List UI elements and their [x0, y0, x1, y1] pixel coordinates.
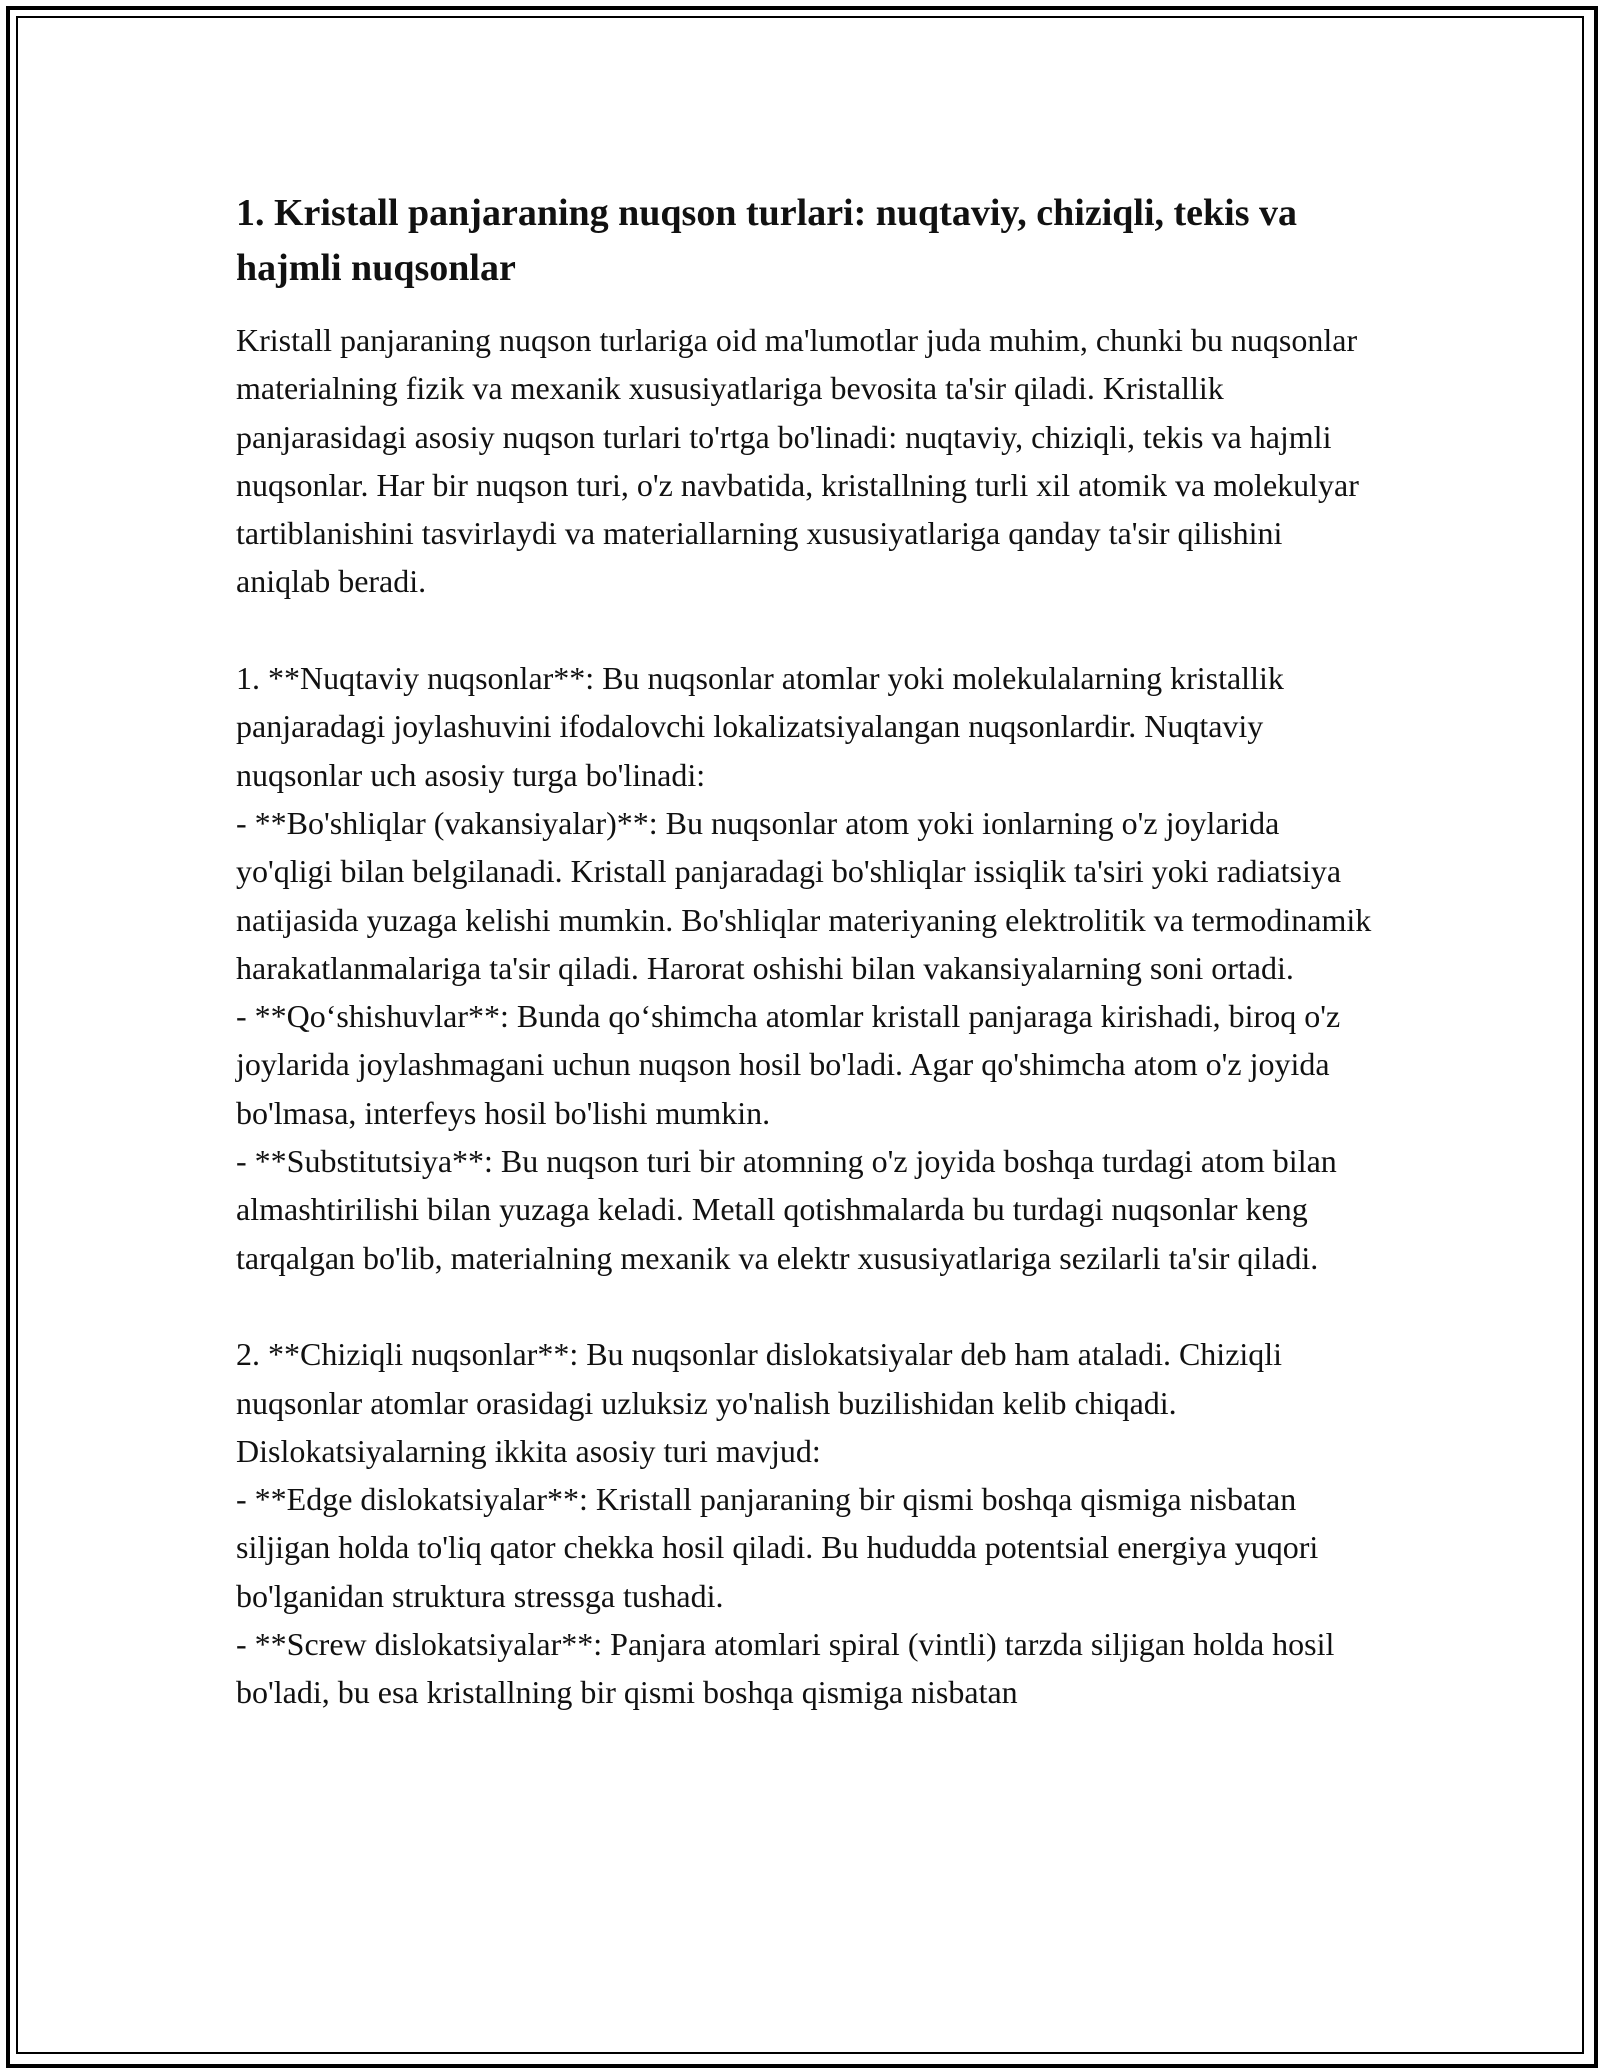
paragraph-spacer — [236, 606, 1376, 654]
point-defects-section: 1. **Nuqtaviy nuqsonlar**: Bu nuqsonlar atomlar yoki molekulalarning kristallik panjaradagi joylashuvini ifodalovchi lokalizatsiyalangan nuqsonlardir. Nuqtaviy nuqsonlar uch asosiy turga bo'linadi: - **Bo'shliqlar (vakansiyalar)**: Bu nuqsonlar atom yoki ionlarning o'z joylarida yo'qligi bilan belgilanadi. Kristall panjaradagi bo'shliqlar issiqlik ta'siri yoki radiatsiya natijasida yuzaga kelishi mumkin. Bo'shliqlar materiyaning elektrolitik va termodinamik harakatlanmalariga ta'sir qiladi. Harorat oshishi bilan vakansiyalarning soni ortadi. - **Qo‘shishuvlar**: Bunda qo‘shimcha atomlar kristall panjaraga kirishadi, biroq o'z joylarida joylashmagani uchun nuqson hosil bo'ladi. Agar qo'shimcha atom o'z joyida bo'lmasa, interfeys hosil bo'lishi mumkin. - **Substitutsiya**: Bu nuqson turi bir atomning o'z joyida boshqa turdagi atom bilan almashtirilishi bilan yuzaga keladi. Metall qotishmalarda bu turdagi nuqsonlar keng tarqalgan bo'lib, materialning mexanik va elektr xususiyatlariga sezilarli ta'sir qiladi. — [236, 660, 1372, 1276]
section-heading: 1. Kristall panjaraning nuqson turlari: nuqtaviy, chiziqli, tekis va hajmli nuqsonlar — [236, 192, 1298, 289]
document-body — [236, 186, 1376, 1717]
line-defects-section: 2. **Chiziqli nuqsonlar**: Bu nuqsonlar dislokatsiyalar deb ham ataladi. Chiziqli nuqsonlar atomlar orasidagi uzluksiz yo'nalish buzilishidan kelib chiqadi. Dislokatsiyalarning ikkita asosiy turi mavjud: - **Edge dislokatsiyalar**: Kristall panjaraning bir qismi boshqa qismiga nisbatan siljigan holda to'liq qator chekka hosil qiladi. Bu hududda potentsial energiya yuqori bo'lganidan struktura stressga tushadi. - **Screw dislokatsiyalar**: Panjara atomlari spiral (vintli) tarzda siljigan holda hosil bo'ladi, bu esa kristallning bir qismi boshqa qismiga nisbatan — [236, 1336, 1335, 1711]
paragraph-spacer — [236, 1282, 1376, 1330]
intro-paragraph: Kristall panjaraning nuqson turlariga oid ma'lumotlar juda muhim, chunki bu nuqsonlar materialning fizik va mexanik xususiyatlariga bevosita ta'sir qiladi. Kristallik panjarasidagi asosiy nuqson turlari to'rtga bo'linadi: nuqtaviy, chiziqli, tekis va hajmli nuqsonlar. Har bir nuqson turi, o'z navbatida, kristallning turli xil atomik va molekulyar tartiblanishini tasvirlaydi va materiallarning xususiyatlariga qanday ta'sir qilishini aniqlab beradi. — [236, 322, 1359, 600]
